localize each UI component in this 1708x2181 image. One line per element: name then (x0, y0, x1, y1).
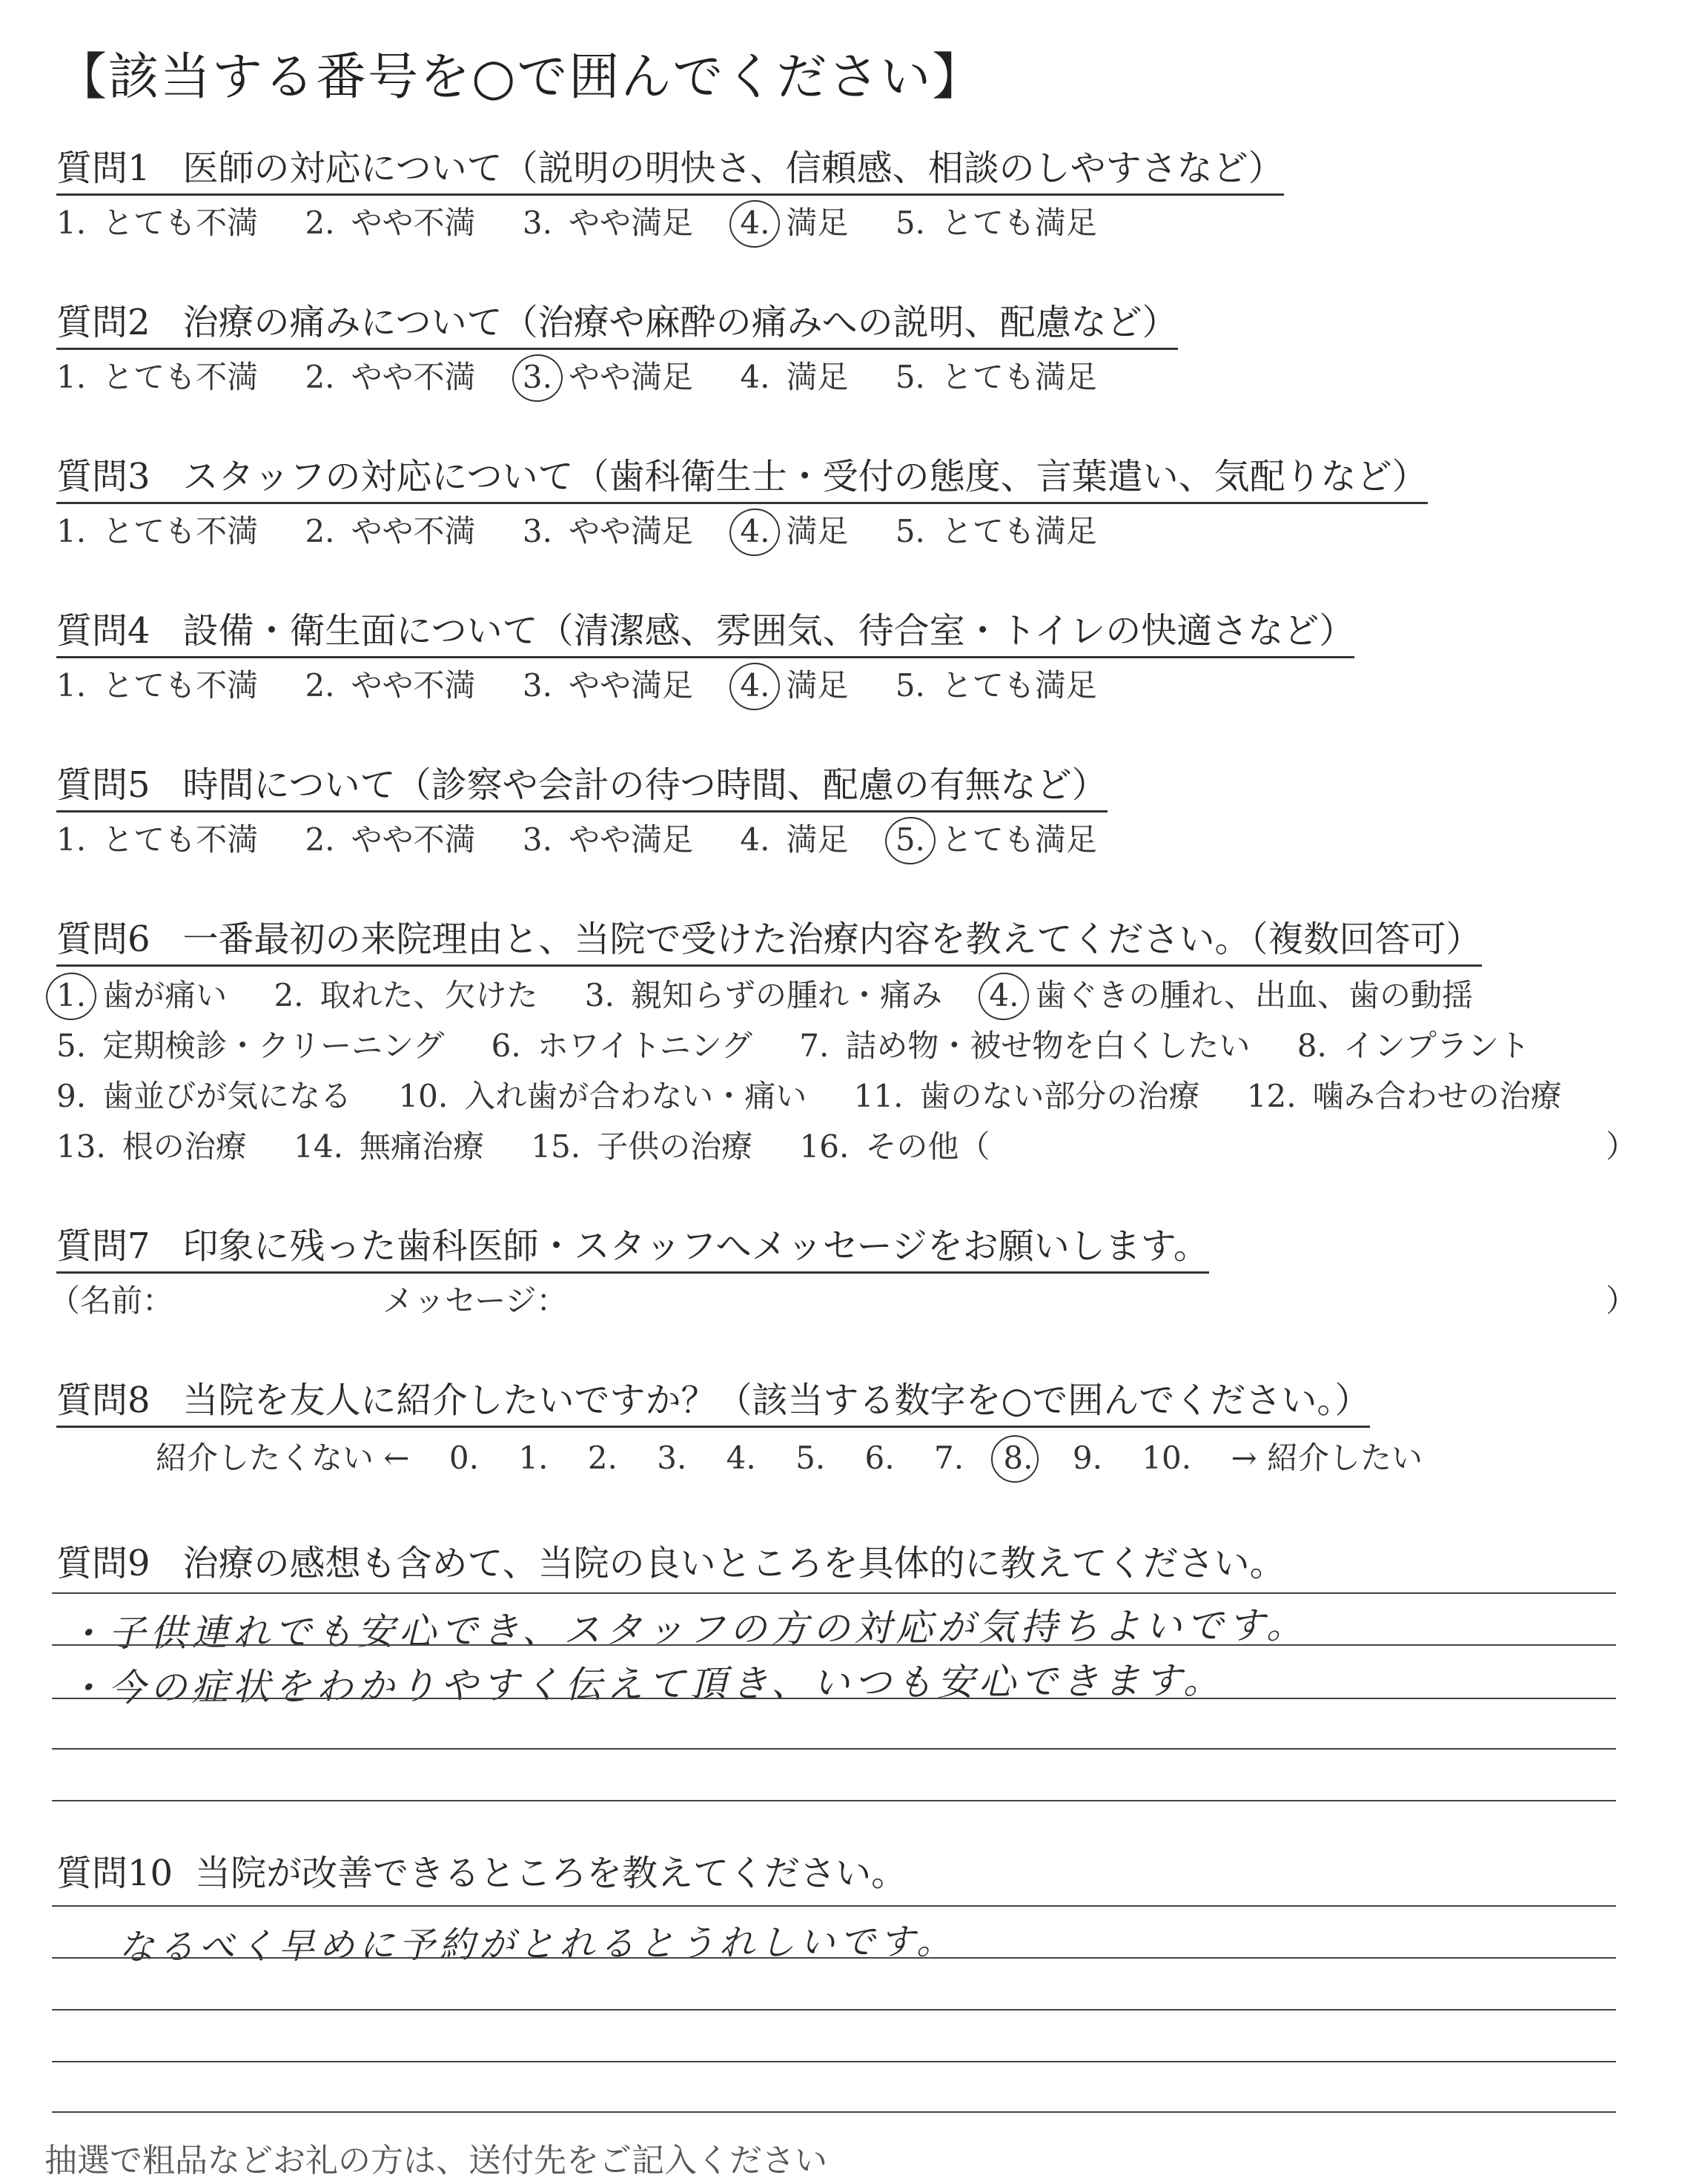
q3-option-3[interactable]: 3. やや満足 (522, 513, 693, 549)
q4-option-1[interactable]: 1. とても不満 (56, 667, 259, 704)
answer-line (52, 1905, 1616, 1907)
question-text: 設備・衛生面について（清潔感、雰囲気、待合室・トイレの快適さなど） (182, 610, 1355, 652)
q5-option-5-selected[interactable]: 5. とても満足 (895, 821, 1097, 858)
handwritten-answer: ・今の症状をわかりやすく伝えて頂き、いつも安心できます。 (66, 1658, 1225, 1710)
q6-options-row-3 (56, 1072, 1599, 1116)
q1-option-1[interactable]: 1. とても不満 (56, 205, 259, 241)
question-7 (56, 1217, 1209, 1274)
question-5 (56, 756, 1108, 813)
close-paren: ） (1606, 1128, 1638, 1165)
question-number: 質問3 (56, 456, 150, 497)
q6-option-6[interactable]: 6. ホワイトニング (491, 1027, 752, 1064)
q2-options (56, 353, 1134, 397)
question-1 (56, 139, 1284, 196)
q6-options-row-4 (56, 1122, 1027, 1167)
question-number: 質問9 (56, 1543, 150, 1584)
answer-line (52, 1644, 1616, 1646)
question-text: 治療の感想も含めて、当院の良いところを具体的に教えてください。 (182, 1543, 1285, 1584)
q4-option-3[interactable]: 3. やや満足 (522, 667, 693, 704)
q6-option-13[interactable]: 13. 根の治療 (56, 1128, 247, 1165)
q5-option-1[interactable]: 1. とても不満 (56, 821, 259, 858)
q6-options-row-2 (56, 1022, 1567, 1066)
q3-option-4-selected[interactable]: 4. 満足 (740, 513, 849, 549)
scale-9[interactable]: 9. (1072, 1440, 1102, 1476)
q1-option-3[interactable]: 3. やや満足 (522, 205, 693, 241)
q5-option-3[interactable]: 3. やや満足 (522, 821, 693, 858)
q2-option-3-selected[interactable]: 3. やや満足 (522, 359, 693, 395)
scale-right-label: → 紹介したい (1231, 1440, 1423, 1476)
scale-6[interactable]: 6. (864, 1440, 895, 1476)
footer-cut-off-text: 抽選で粗品などお礼の方は、送付先をご記入ください (44, 2142, 827, 2180)
scale-10[interactable]: 10. (1142, 1440, 1192, 1476)
scale-1[interactable]: 1. (518, 1440, 549, 1476)
q6-option-14[interactable]: 14. 無痛治療 (294, 1128, 484, 1165)
question-4 (56, 602, 1354, 658)
scale-8-selected[interactable]: 8. (1003, 1440, 1033, 1476)
question-text: 当院を友人に紹介したいですか？（該当する数字を○で囲んでください。） (182, 1380, 1371, 1421)
question-9 (56, 1535, 1285, 1586)
q3-option-1[interactable]: 1. とても不満 (56, 513, 259, 549)
question-text: 治療の痛みについて（治療や麻酔の痛みへの説明、配慮など） (182, 302, 1178, 343)
answer-line (52, 1592, 1616, 1594)
scale-3[interactable]: 3. (657, 1440, 687, 1476)
scale-5[interactable]: 5. (795, 1440, 826, 1476)
question-number: 質問5 (56, 764, 150, 806)
answer-line (52, 2061, 1616, 2062)
q5-options (56, 815, 1134, 860)
question-number: 質問6 (56, 919, 150, 960)
scale-7[interactable]: 7. (933, 1440, 964, 1476)
q6-option-12[interactable]: 12. 噛み合わせの治療 (1246, 1078, 1562, 1114)
question-2 (56, 294, 1178, 350)
question-text: 時間について（診察や会計の待つ時間、配慮の有無など） (182, 764, 1108, 806)
q6-option-7[interactable]: 7. 詰め物・被せ物を白くしたい (799, 1027, 1251, 1064)
q5-option-4[interactable]: 4. 満足 (740, 821, 849, 858)
q4-option-5[interactable]: 5. とても満足 (895, 667, 1097, 704)
question-10 (56, 1844, 907, 1896)
answer-line (52, 1748, 1616, 1750)
scale-4[interactable]: 4. (726, 1440, 756, 1476)
question-text: 医師の対応について（説明の明快さ、信頼感、相談のしやすさなど） (182, 148, 1284, 189)
q6-option-15[interactable]: 15. 子供の治療 (531, 1128, 753, 1165)
q3-options (56, 507, 1134, 552)
question-number: 質問10 (56, 1853, 173, 1894)
q4-option-4-selected[interactable]: 4. 満足 (740, 667, 849, 704)
answer-line (52, 1800, 1616, 1801)
q6-option-16[interactable]: 16. その他（ (799, 1128, 990, 1165)
close-paren: ） (1606, 1283, 1638, 1319)
question-text: スタッフの対応について（歯科衛生士・受付の態度、言葉遣い、気配りなど） (182, 456, 1428, 497)
answer-line (52, 2009, 1616, 2010)
q4-options (56, 661, 1134, 706)
q2-option-4[interactable]: 4. 満足 (740, 359, 849, 395)
question-8 (56, 1371, 1370, 1428)
q6-option-9[interactable]: 9. 歯並びが気になる (56, 1078, 352, 1114)
question-text: 当院が改善できるところを教えてください。 (195, 1853, 907, 1894)
scale-2[interactable]: 2. (587, 1440, 618, 1476)
question-number: 質問7 (56, 1225, 150, 1267)
scale-left-label: 紹介したくない ← (156, 1440, 410, 1476)
q6-option-2[interactable]: 2. 取れた、欠けた (274, 977, 538, 1013)
q1-option-2[interactable]: 2. やや不満 (305, 205, 476, 241)
question-number: 質問1 (56, 148, 150, 189)
q6-option-4-selected[interactable]: 4. 歯ぐきの腫れ、出血、歯の動揺 (989, 977, 1473, 1013)
q2-option-1[interactable]: 1. とても不満 (56, 359, 259, 395)
message-field-label[interactable]: メッセージ： (383, 1283, 568, 1319)
q6-option-1-selected[interactable]: 1. 歯が痛い (56, 977, 228, 1013)
handwritten-answer: なるべく早めに予約がとれるとうれしいです。 (118, 1921, 957, 1968)
q7-fields (49, 1277, 567, 1321)
q3-option-2[interactable]: 2. やや不満 (305, 513, 476, 549)
question-text: 一番最初の来院理由と、当院で受けた治療内容を教えてください。（複数回答可） (182, 919, 1482, 960)
answer-line (52, 1698, 1616, 1699)
question-number: 質問4 (56, 610, 150, 652)
q5-option-2[interactable]: 2. やや不満 (305, 821, 476, 858)
q3-option-5[interactable]: 5. とても満足 (895, 513, 1097, 549)
scale-0[interactable]: 0. (448, 1440, 479, 1476)
handwritten-answer: ・子供連れでも安心でき、スタッフの方の対応が気持ちよいです。 (66, 1604, 1308, 1655)
q6-option-3[interactable]: 3. 親知らずの腫れ・痛み (584, 977, 942, 1013)
question-text: 印象に残った歯科医師・スタッフへメッセージをお願いします。 (182, 1225, 1209, 1267)
q2-option-2[interactable]: 2. やや不満 (305, 359, 476, 395)
question-number: 質問2 (56, 302, 150, 343)
q1-option-4-selected[interactable]: 4. 満足 (740, 205, 849, 241)
q6-option-5[interactable]: 5. 定期検診・クリーニング (56, 1027, 445, 1064)
name-field-label[interactable]: （名前： (49, 1283, 174, 1319)
q4-option-2[interactable]: 2. やや不満 (305, 667, 476, 704)
q1-options (56, 199, 1134, 243)
answer-line (52, 2111, 1616, 2113)
q1-option-5[interactable]: 5. とても満足 (895, 205, 1097, 241)
q6-options-row-1 (56, 971, 1510, 1016)
page-title: 【該当する番号を○で囲んでください】 (56, 48, 984, 107)
q8-scale (156, 1434, 1452, 1478)
question-6 (56, 910, 1482, 967)
answer-line (52, 1957, 1616, 1959)
question-number: 質問8 (56, 1380, 150, 1421)
question-3 (56, 448, 1428, 504)
q6-option-8[interactable]: 8. インプラント (1297, 1027, 1530, 1064)
q2-option-5[interactable]: 5. とても満足 (895, 359, 1097, 395)
q6-option-11[interactable]: 11. 歯のない部分の治療 (853, 1078, 1200, 1114)
q6-option-10[interactable]: 10. 入れ歯が合わない・痛い (398, 1078, 807, 1114)
